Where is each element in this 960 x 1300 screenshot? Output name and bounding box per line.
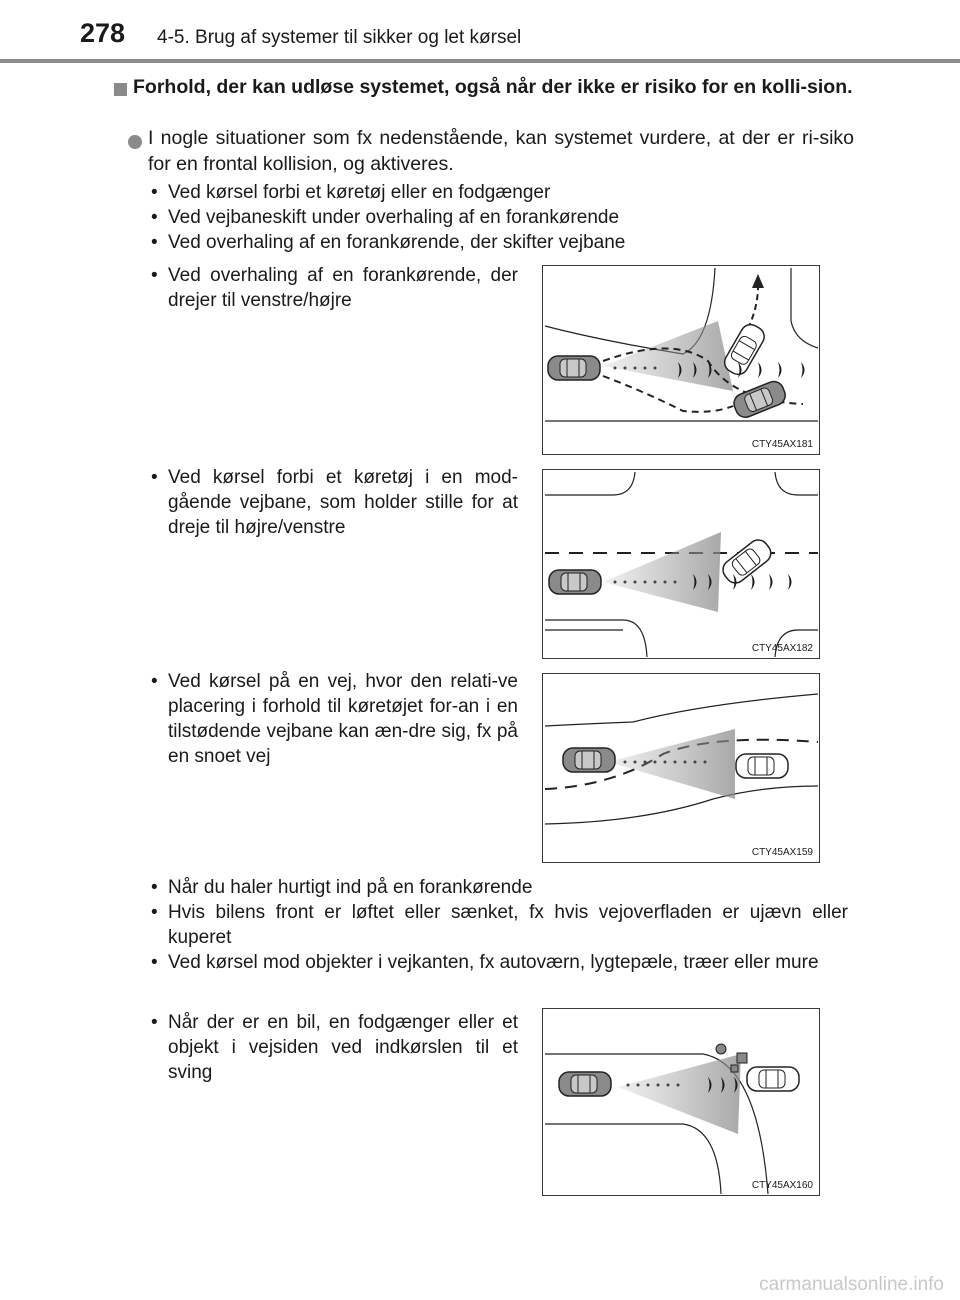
figure-code: CTY45AX182	[751, 643, 813, 654]
list-item: • Ved kørsel forbi et køretøj eller en fodgænger	[148, 180, 848, 205]
figure-code: CTY45AX181	[751, 439, 813, 450]
curve-entrance-illustration	[543, 1009, 818, 1194]
oncoming-stopped-illustration	[543, 470, 818, 657]
overtaking-turning-illustration	[543, 266, 818, 453]
figure-caption: • Når der er en bil, en fodgænger eller et objekt i vejsiden ved indkørslen til et sving	[148, 1010, 518, 1085]
illustration-figure	[542, 265, 820, 455]
figure-caption: • Ved kørsel på en vej, hvor den relati-ve placering i forhold til køretøjet for-an i en tilstødende vejbane kan æn-dre sig, fx på en snoet vej	[148, 669, 518, 769]
figure-code: CTY45AX160	[751, 1180, 813, 1191]
list-item: • Ved vejbaneskift under overhaling af en forankørende	[148, 205, 848, 230]
circle-bullet-icon	[128, 135, 142, 149]
illustration-figure	[542, 673, 820, 863]
illustration-figure	[542, 469, 820, 659]
intro-paragraph: I nogle situationer som fx nedenstående, kan systemet vurdere, at der er ri-siko for en frontal kollision, og aktiveres.	[148, 127, 854, 175]
page-number: 278	[80, 18, 126, 48]
list-item: • Ved overhaling af en forankørende, der skifter vejbane	[148, 230, 848, 255]
square-bullet-icon	[114, 83, 127, 96]
winding-road-illustration	[543, 674, 818, 861]
page-header	[0, 0, 960, 60]
bullet-list-mid	[148, 875, 848, 975]
illustration-figure	[542, 1008, 820, 1196]
list-item: • Hvis bilens front er løftet eller sænket, fx hvis vejoverfladen er ujævn eller kuperet	[148, 900, 848, 950]
figure-caption: • Ved overhaling af en forankørende, der drejer til venstre/højre	[148, 263, 518, 313]
figure-caption: • Ved kørsel forbi et køretøj i en mod-gående vejbane, som holder stille for at dreje til højre/venstre	[148, 465, 518, 540]
header-rule	[0, 59, 960, 63]
list-item: • Når du haler hurtigt ind på en forankørende	[148, 875, 848, 900]
chapter-title: 4-5. Brug af systemer til sikker og let kørsel	[157, 27, 522, 48]
bullet-list-top	[148, 180, 848, 255]
watermark: carmanualsonline.info	[759, 1274, 944, 1295]
figure-code: CTY45AX159	[751, 847, 813, 858]
list-item: • Ved kørsel mod objekter i vejkanten, fx autoværn, lygtepæle, træer eller mure	[148, 950, 848, 975]
section-heading: Forhold, der kan udløse systemet, også når der ikke er risiko for en kolli-sion.	[133, 76, 853, 98]
